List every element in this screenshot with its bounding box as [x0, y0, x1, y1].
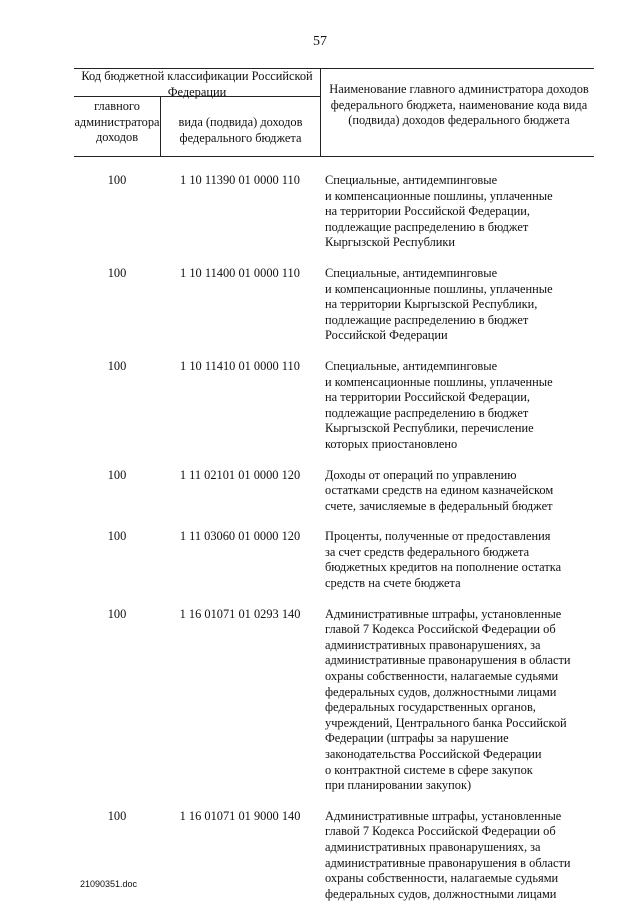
income-name-cell: Административные штрафы, установленные главой 7 Кодекса Российской Федерации об административных правонарушениях, за административные правонарушения в области охраны собственности, налагаемые судьями федеральных судов, должностными лицами [325, 808, 571, 901]
table-row [0, 524, 640, 591]
income-name-cell: Специальные, антидемпинговые и компенсационные пошлины, уплаченные на территории Российской Федерации, подлежащие распределению в бюджет Кыргызской Республики [325, 173, 553, 250]
income-code-cell: 1 11 02101 01 0000 120 [179, 467, 301, 482]
table-row [0, 354, 640, 453]
admin-code-cell: 100 [107, 467, 127, 482]
income-name-cell: Доходы от операций по управлению остатками средств на едином казначейском счете, зачисляемые в федеральный бюджет [325, 467, 554, 513]
table-row [0, 463, 640, 515]
page-number: 57 [313, 34, 327, 49]
header-bottom-rule [74, 156, 594, 157]
header-name-column: Наименование главного администратора доходов федерального бюджета, наименование кода вида (подвида) доходов федерального бюджета [329, 82, 589, 128]
income-code-cell: 1 10 11400 01 0000 110 [180, 265, 300, 280]
income-code-cell: 1 11 03060 01 0000 120 [179, 529, 301, 544]
admin-code-cell: 100 [107, 808, 127, 823]
income-name-cell: Проценты, полученные от предоставления за счет средств федерального бюджета бюджетных кредитов на пополнение остатка средств на счете бюджета [325, 529, 562, 591]
header-code-classification: Код бюджетной классификации Российской Федерации [81, 69, 313, 99]
admin-code-cell: 100 [107, 173, 127, 187]
admin-code-cell: 100 [107, 265, 127, 280]
admin-code-cell: 100 [107, 358, 127, 373]
header-column-divider [320, 68, 321, 157]
income-name-cell: Специальные, антидемпинговые и компенсационные пошлины, уплаченные на территории Кыргызской Республики, подлежащие распределению в бюджет Российской Федерации [325, 265, 553, 343]
header-income-type: вида (подвида) доходов федерального бюджета [178, 115, 303, 145]
income-code-cell: 1 10 11410 01 0000 110 [180, 358, 300, 373]
income-code-cell: 1 16 01071 01 9000 140 [179, 808, 301, 823]
header-main-admin: главного администратора доходов [74, 99, 160, 145]
admin-code-cell: 100 [107, 606, 127, 621]
admin-code-cell: 100 [107, 529, 127, 544]
income-code-cell: 1 10 11390 01 0000 110 [180, 173, 300, 187]
table-row [0, 261, 640, 344]
table-header [74, 68, 594, 158]
income-name-cell: Административные штрафы, установленные главой 7 Кодекса Российской Федерации об административных правонарушениях, за административные правонарушения в области охраны собственности, налагаемые судьями федеральных судов, должностными лицами федеральных государственных органов, учреждений, Центрального банка Российской Федерации (штрафы за нарушение законодательства Российской Федерации о контрактной системе в сфере закупок при планировании закупок) [325, 606, 571, 793]
income-code-cell: 1 16 01071 01 0293 140 [179, 606, 301, 621]
table-row [0, 602, 640, 794]
table-row [0, 168, 640, 251]
table-body [0, 168, 640, 912]
income-name-cell: Специальные, антидемпинговые и компенсационные пошлины, уплаченные на территории Российской Федерации, подлежащие распределению в бюджет Кыргызской Республики, перечисление которых приостановлено [325, 358, 553, 451]
document-filename: 21090351.doc [80, 879, 138, 889]
